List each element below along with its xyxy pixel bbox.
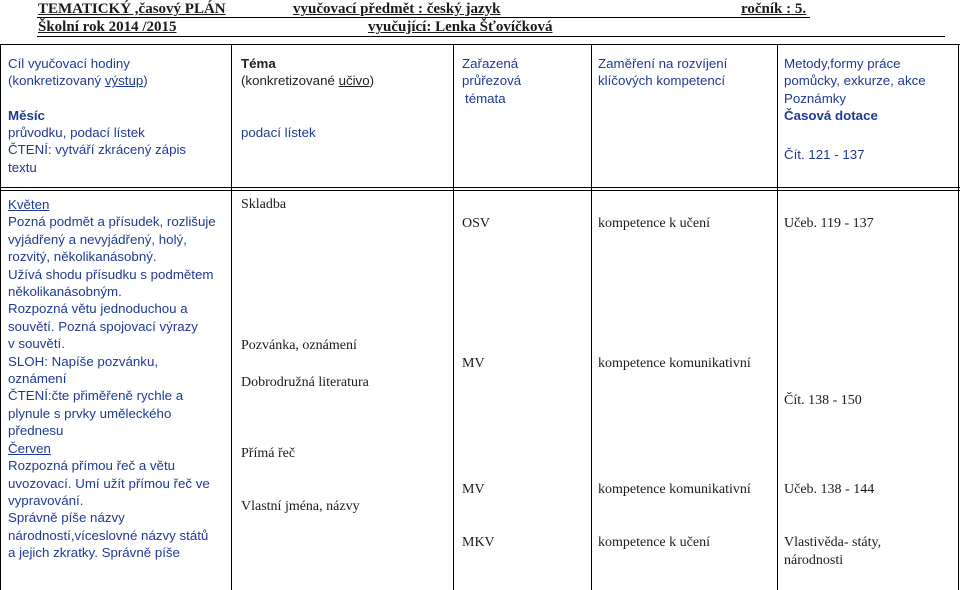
grid-line-1: [231, 44, 232, 590]
row2-goal-line: vypravování.: [8, 492, 84, 508]
column-header-topic-line2: (konkretizované učivo): [241, 73, 375, 89]
column-header-topic-line1: Téma: [241, 56, 276, 71]
row2-goal-line: SLOH: Napíše pozvánku,: [8, 353, 159, 369]
column-header-methods-line2: pomůcky, exkurze, akce: [784, 73, 926, 89]
row-separator-a: [0, 187, 960, 188]
month-label: Červen: [8, 440, 51, 456]
row2-goal-line: rozvitý, několikanásobný.: [8, 249, 157, 265]
row1-goal-line: průvodku, podací lístek: [8, 125, 145, 140]
row2-methods: Čít. 138 - 150: [784, 393, 862, 408]
row2-goals: [8, 196, 230, 562]
column-header-methods-line4: Časová dotace: [784, 108, 878, 124]
row-separator-b: [0, 190, 960, 191]
row2-cross-topic: MV: [462, 356, 485, 371]
row2-competence: kompetence komunikativní: [598, 482, 751, 497]
column-header-methods-line1: Metody,formy práce: [784, 56, 901, 71]
grid-line-2: [453, 44, 454, 590]
column-header-competences-line1: Zaměření na rozvíjení: [598, 56, 728, 71]
row2-goal-line: Správně píše názvy: [8, 510, 125, 526]
column-header-month: Měsíc: [8, 108, 45, 124]
row2-goal-line: Pozná podmět a přísudek, rozlišuje: [8, 214, 216, 230]
row2-goal-line: přednesu: [8, 423, 64, 439]
column-header-methods-line3: Poznámky: [784, 90, 847, 106]
header-underline-1: [37, 17, 810, 18]
table-top-border: [0, 44, 960, 45]
column-header-topic: [241, 55, 451, 90]
plan-title: TEMATICKÝ ,časový PLÁN: [38, 1, 226, 17]
row2-methods: Vlastivěda- státy,: [784, 535, 882, 550]
subject-label: vyučovací předmět : český jazyk: [293, 1, 501, 17]
row2-methods: Učeb. 119 - 137: [784, 216, 874, 231]
row2-goal-line: oznámení: [8, 371, 67, 387]
row2-cross-topic: OSV: [462, 216, 491, 231]
row2-goal-line: několikanásobným.: [8, 284, 122, 300]
row2-topic-adventure-literature: Dobrodružná literatura: [241, 375, 369, 390]
school-year: Školní rok 2014 /2015: [38, 19, 177, 35]
row2-competence: kompetence k učení: [598, 535, 710, 550]
row1-goal-line: ČTENÍ: vytváří zkrácený zápis: [8, 142, 187, 158]
row2-topic-invitation: Pozvánka, oznámení: [241, 338, 357, 353]
row2-methods: národnosti: [784, 553, 844, 568]
row2-topic-syntax: Skladba: [241, 197, 287, 212]
row2-goal-line: ČTENÍ:čte přiměřeně rychle a: [8, 388, 184, 404]
row2-goal-line: národností,víceslovné názvy států: [8, 527, 209, 543]
column-header-cross-topics-line3: témata: [465, 90, 506, 106]
column-header-cross-topics-line1: Zařazená: [462, 56, 519, 71]
column-header-goals-line1: Cíl vyučovací hodiny: [8, 56, 130, 71]
row1-topic: podací lístek: [241, 125, 316, 140]
row2-goal-line: Užívá shodu přísudku s podmětem: [8, 266, 214, 282]
grid-line-right: [958, 44, 959, 590]
row2-cross-topic: MKV: [462, 535, 495, 550]
row2-goal-line: uvozovací. Umí užít přímou řeč ve: [8, 475, 210, 491]
row2-goal-line: plynule s prvky uměleckého: [8, 405, 172, 421]
column-header-cross-topics: [462, 55, 587, 107]
row1-goals: [8, 124, 228, 176]
month-label: Květen: [8, 197, 50, 212]
row2-competence: kompetence komunikativní: [598, 356, 751, 371]
column-header-goals: [8, 55, 228, 125]
teacher-label: vyučující: Lenka Šťovíčková: [368, 19, 553, 35]
row2-goal-line: vyjádřený a nevyjádřený, holý,: [8, 231, 187, 247]
column-header-cross-topics-line2: průřezová: [462, 73, 522, 89]
column-header-goals-line2: (konkretizovaný výstup): [8, 73, 148, 89]
row2-goal-line: Rozpozná přímou řeč a větu: [8, 458, 176, 474]
row2-topic-direct-speech: Přímá řeč: [241, 446, 296, 461]
row2-goal-line: a jejich zkratky. Správně píše: [8, 545, 180, 561]
grade-label: ročník : 5.: [741, 1, 807, 17]
grid-line-3: [591, 44, 592, 590]
row2-goal-line: souvětí. Pozná spojovací výrazy: [8, 318, 198, 334]
header-underline-2: [37, 36, 945, 37]
row2-cross-topic: MV: [462, 482, 485, 497]
row1-methods: Čít. 121 - 137: [784, 147, 865, 162]
row2-competence: kompetence k učení: [598, 216, 710, 231]
row2-goal-line: v souvětí.: [8, 336, 65, 352]
row2-methods: Učeb. 138 - 144: [784, 482, 875, 497]
column-header-methods: [784, 55, 956, 125]
column-header-competences: [598, 55, 776, 90]
column-header-competences-line2: klíčových kompetencí: [598, 73, 726, 89]
row1-goal-line: textu: [8, 159, 37, 175]
row2-goal-line: Rozpozná větu jednoduchou a: [8, 301, 188, 317]
grid-line-4: [777, 44, 778, 590]
grid-line-left: [0, 44, 1, 590]
row2-topic-proper-names: Vlastní jména, názvy: [241, 499, 360, 514]
